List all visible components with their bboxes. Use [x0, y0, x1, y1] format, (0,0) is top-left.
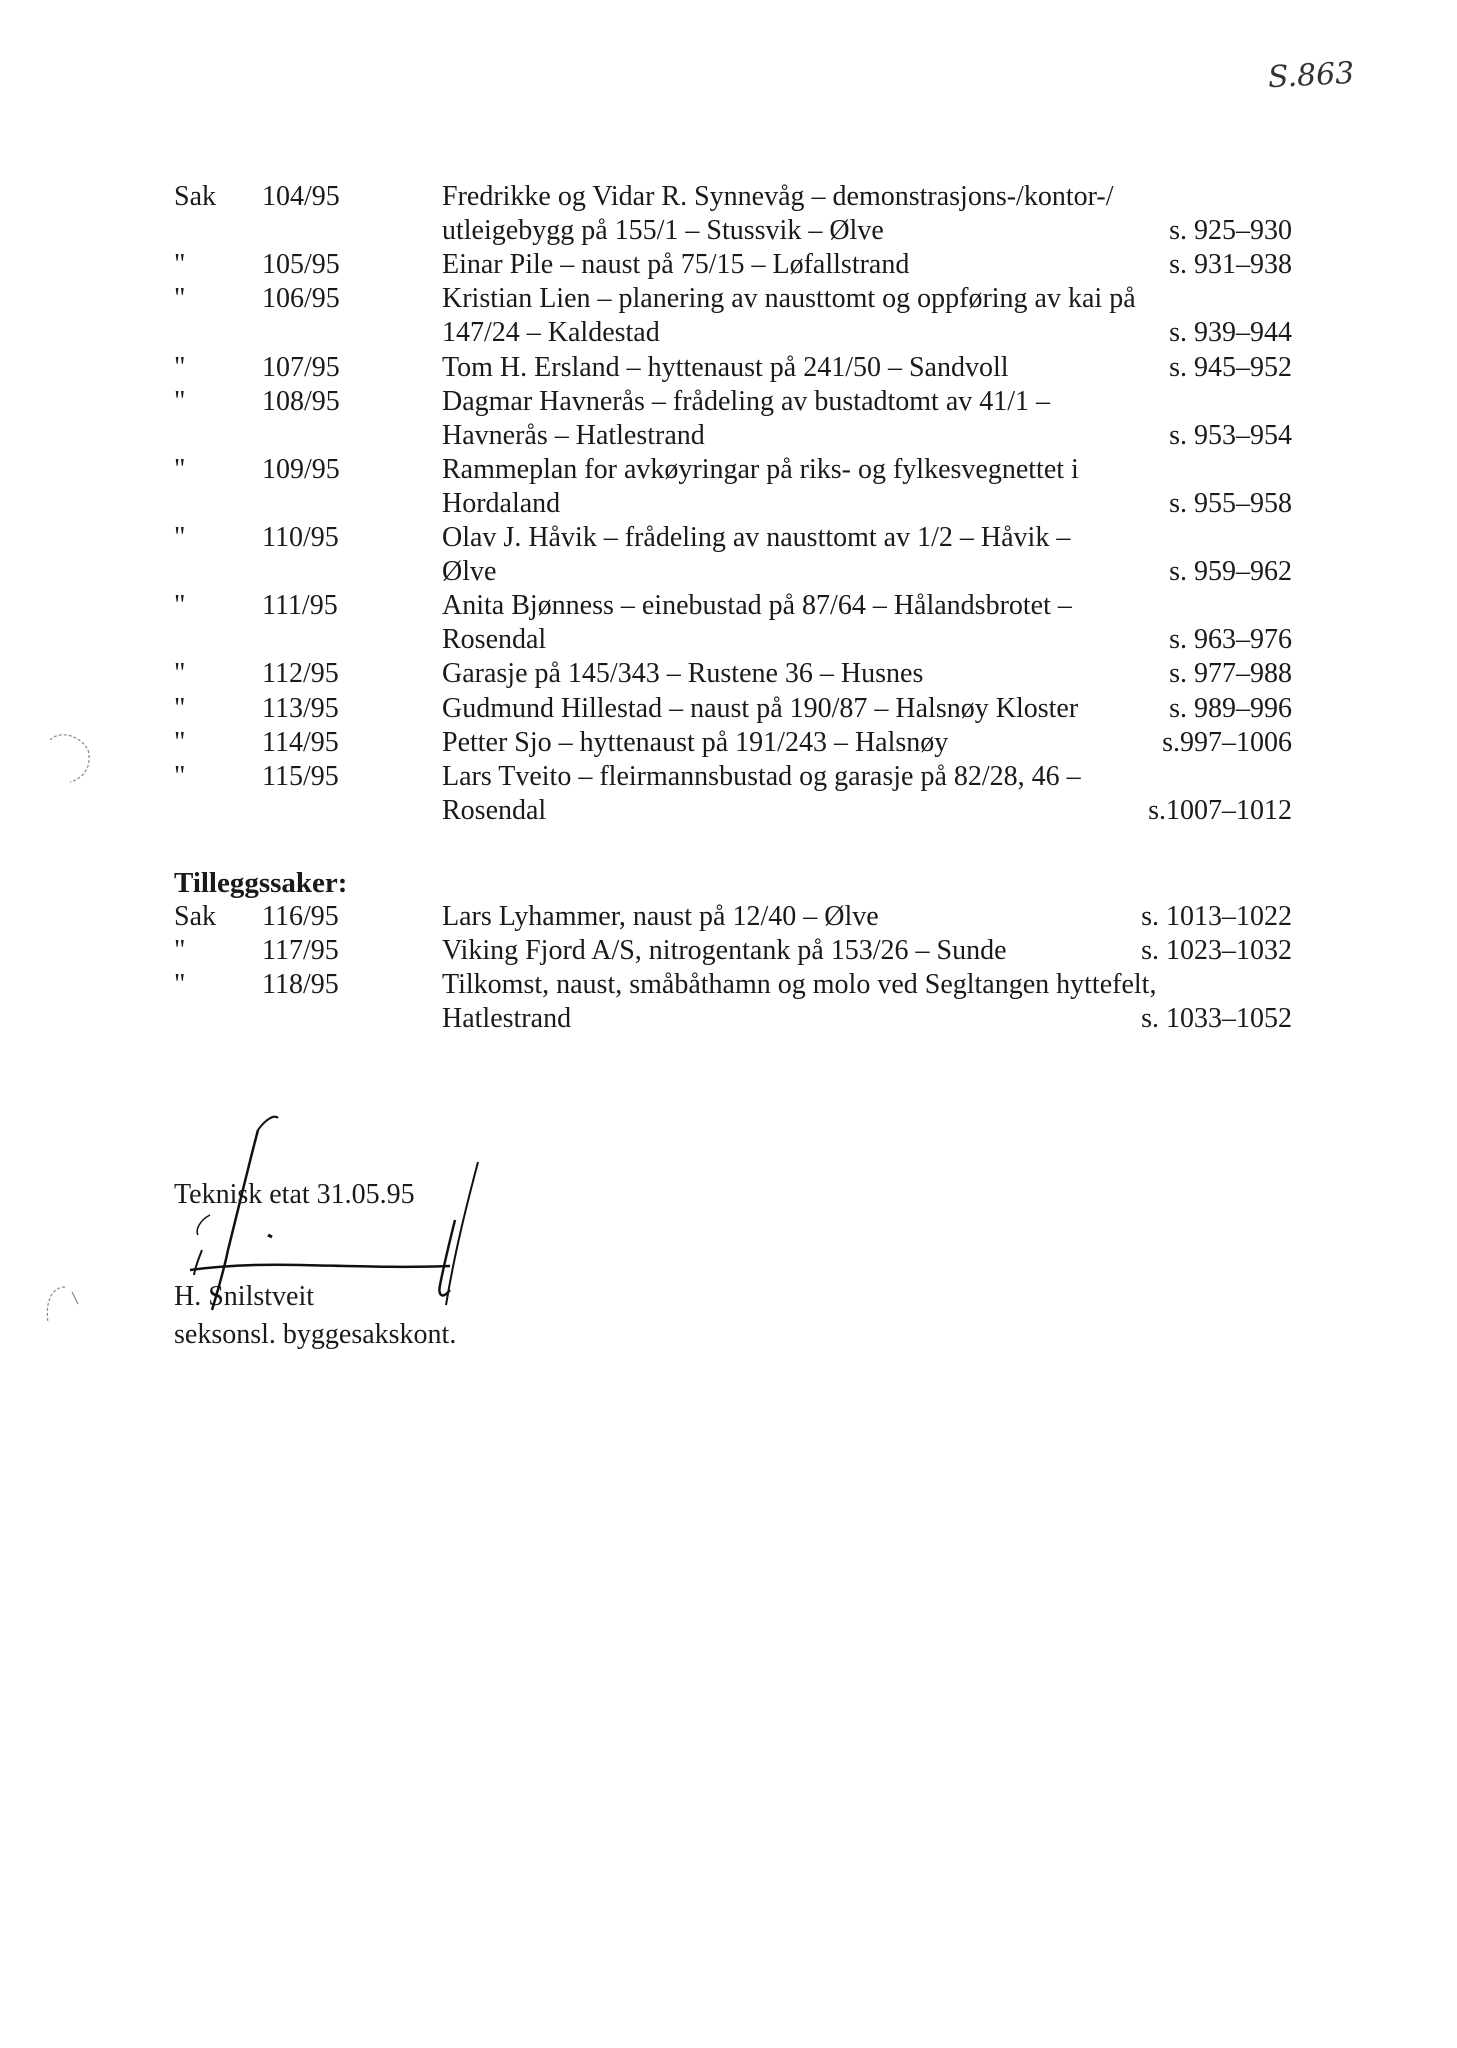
margin-mark	[40, 730, 100, 790]
signer-title: seksonsl. byggesakskont.	[174, 1319, 457, 1350]
case-prefix: "	[174, 522, 186, 553]
case-description: 147/24 – Kaldestad	[442, 317, 660, 349]
case-prefix: "	[174, 760, 186, 792]
case-prefix: "	[174, 658, 186, 690]
case-prefix: "	[174, 969, 186, 1000]
case-description: Hatlestrand	[442, 1003, 572, 1034]
case-pages: s. 989–996	[1169, 692, 1292, 724]
case-description: Rammeplan for avkøyringar på riks- og fylkesvegnettet i	[442, 453, 1079, 485]
case-pages: s. 963–976	[1169, 624, 1292, 656]
case-description: Dagmar Havnerås – frådeling av bustadtomt av 41/1 –	[442, 385, 1051, 417]
case-description: Lars Tveito – fleirmannsbustad og garasje på 82/28, 46 –	[442, 760, 1081, 792]
case-row	[0, 900, 1457, 934]
case-row	[0, 419, 1457, 453]
case-description: Hordaland	[442, 487, 561, 519]
case-description: Havnerås – Hatlestrand	[442, 419, 705, 451]
case-pages: s. 977–988	[1169, 658, 1292, 690]
case-number: 106/95	[262, 283, 340, 315]
case-number: 110/95	[262, 522, 339, 553]
office-date: Teknisk etat 31.05.95	[174, 1179, 415, 1210]
case-pages: s. 1013–1022	[1141, 901, 1292, 932]
case-prefix: "	[174, 590, 186, 622]
case-pages: s.1007–1012	[1148, 794, 1292, 826]
supplement-heading: Tilleggssaker:	[174, 867, 348, 899]
case-row	[0, 248, 1457, 282]
case-prefix: "	[174, 385, 186, 417]
case-description: Ølve	[442, 556, 497, 588]
case-description: Garasje på 145/343 – Rustene 36 – Husnes	[442, 658, 924, 690]
case-number: 105/95	[262, 249, 340, 281]
signer-name: H. Snilstveit	[174, 1281, 315, 1312]
case-prefix: Sak	[174, 181, 216, 212]
case-number: 112/95	[262, 658, 339, 690]
case-row	[0, 657, 1457, 691]
case-pages: s. 959–962	[1169, 556, 1292, 588]
case-row	[0, 968, 1457, 1002]
case-pages: s. 953–954	[1169, 419, 1292, 451]
case-row	[0, 623, 1457, 657]
case-prefix: "	[174, 935, 186, 966]
case-row	[0, 589, 1457, 623]
case-prefix: "	[174, 453, 186, 485]
case-description: Tilkomst, naust, småbåthamn og molo ved Segltangen hyttefelt,	[442, 969, 1157, 1000]
case-pages: s. 939–944	[1169, 317, 1292, 349]
case-row	[0, 934, 1457, 968]
case-row	[0, 555, 1457, 589]
case-description: Olav J. Håvik – frådeling av nausttomt av 1/2 – Håvik –	[442, 522, 1071, 553]
case-row	[0, 726, 1457, 760]
case-number: 107/95	[262, 351, 340, 383]
case-row	[0, 282, 1457, 316]
case-pages: s. 1023–1032	[1141, 935, 1292, 966]
case-row	[0, 521, 1457, 555]
case-pages: s. 931–938	[1169, 249, 1292, 281]
case-number: 113/95	[262, 692, 339, 724]
case-prefix: "	[174, 283, 186, 315]
case-row	[0, 214, 1457, 248]
case-number: 117/95	[262, 935, 339, 966]
case-pages: s. 945–952	[1169, 351, 1292, 383]
case-row	[0, 385, 1457, 419]
case-row	[0, 760, 1457, 794]
case-description: Fredrikke og Vidar R. Synnevåg – demonstrasjons-/kontor-/	[442, 181, 1114, 212]
case-description: Einar Pile – naust på 75/15 – Løfallstrand	[442, 249, 910, 281]
case-pages: s. 1033–1052	[1141, 1003, 1292, 1034]
page-stamp: S.863	[1267, 55, 1356, 96]
case-pages: s. 955–958	[1169, 487, 1292, 519]
case-description: Kristian Lien – planering av nausttomt og oppføring av kai på	[442, 283, 1136, 315]
case-number: 109/95	[262, 453, 340, 485]
case-number: 104/95	[262, 181, 340, 212]
case-number: 115/95	[262, 760, 339, 792]
case-description: Petter Sjo – hyttenaust på 191/243 – Halsnøy	[442, 726, 949, 758]
case-row	[0, 487, 1457, 521]
case-description: Lars Lyhammer, naust på 12/40 – Ølve	[442, 901, 879, 932]
case-row	[0, 316, 1457, 350]
case-description: utleigebygg på 155/1 – Stussvik – Ølve	[442, 215, 884, 247]
case-description: Gudmund Hillestad – naust på 190/87 – Halsnøy Kloster	[442, 692, 1079, 724]
case-prefix: "	[174, 249, 186, 281]
case-pages: s.997–1006	[1162, 726, 1292, 758]
case-prefix: "	[174, 726, 186, 758]
case-row	[0, 692, 1457, 726]
case-number: 111/95	[262, 590, 338, 622]
case-row	[0, 794, 1457, 828]
case-row	[0, 453, 1457, 487]
case-number: 118/95	[262, 969, 339, 1000]
case-pages: s. 925–930	[1169, 215, 1292, 247]
case-description: Tom H. Ersland – hyttenaust på 241/50 – Sandvoll	[442, 351, 1009, 383]
case-row	[0, 180, 1457, 214]
case-description: Rosendal	[442, 794, 547, 826]
case-description: Rosendal	[442, 624, 547, 656]
case-row	[0, 351, 1457, 385]
case-prefix: "	[174, 351, 186, 383]
case-number: 108/95	[262, 385, 340, 417]
case-prefix: "	[174, 692, 186, 724]
case-row	[0, 1002, 1457, 1036]
case-number: 116/95	[262, 901, 339, 932]
case-prefix: Sak	[174, 901, 216, 932]
case-description: Anita Bjønness – einebustad på 87/64 – Hålandsbrotet –	[442, 590, 1072, 622]
margin-mark	[40, 1282, 90, 1342]
handwritten-signature	[150, 1100, 510, 1360]
case-number: 114/95	[262, 726, 339, 758]
case-description: Viking Fjord A/S, nitrogentank på 153/26 – Sunde	[442, 935, 1007, 966]
